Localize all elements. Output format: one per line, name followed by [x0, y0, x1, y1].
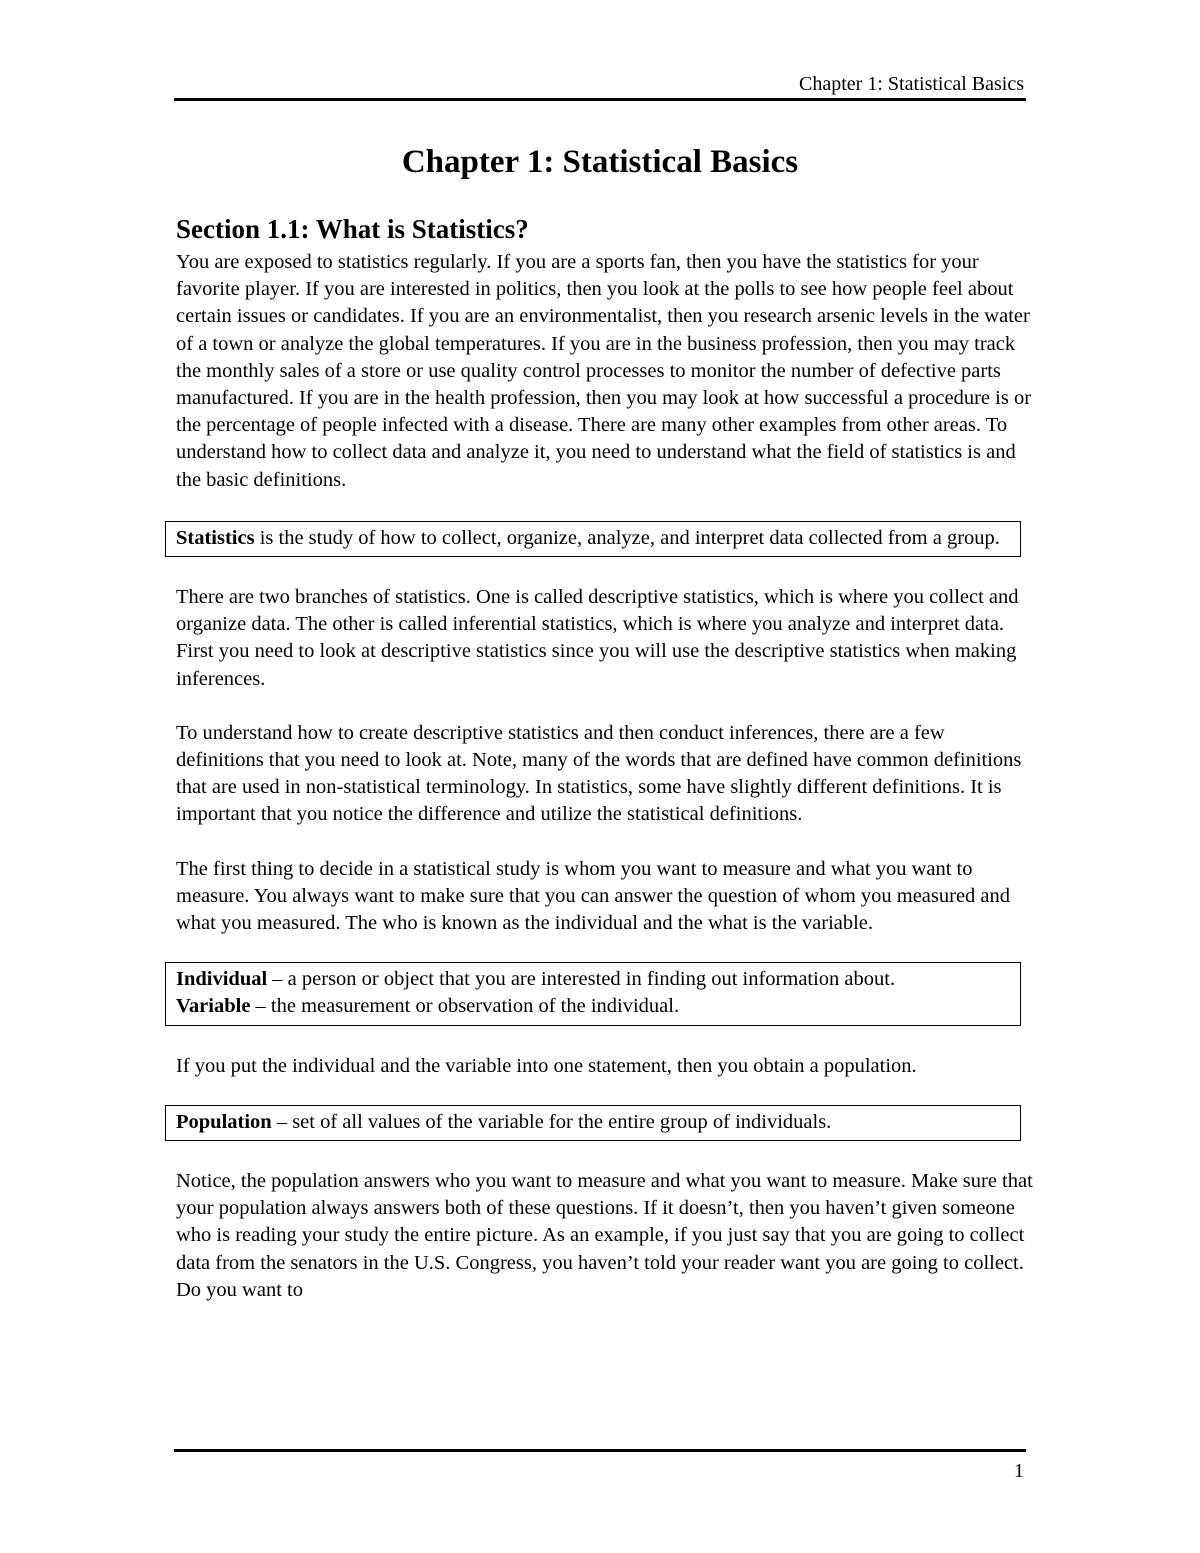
footer-rule — [174, 1449, 1026, 1452]
definition-box-population — [165, 1105, 1021, 1141]
paragraph-branches: There are two branches of statistics. One is called descriptive statistics, which is where you collect and organize data. The other is called inferential statistics, which is where you analyze and interpret data. First you need to look at descriptive statistics since you will use the descriptive statistics when making inferences. — [176, 586, 1019, 690]
paragraph-definitions: To understand how to create descriptive statistics and then conduct inferences, there are a few definitions that you need to look at. Note, many of the words that are defined have common definitions that are used in non-statistical terminology. In statistics, some have slightly different definitions. It is important that you notice the difference and utilize the statistical definitions. — [176, 721, 1022, 826]
paragraph-population-intro: If you put the individual and the variable into one statement, then you obtain a population. — [176, 1054, 917, 1077]
page-number: 1 — [1014, 1460, 1024, 1482]
definition-term: Population — [176, 1110, 272, 1133]
paragraph-first-thing: The first thing to decide in a statistical study is whom you want to measure and what you want to measure. You always want to make sure that you can answer the question of whom you measured and what you measured. The who is known as the individual and the what is the variable. — [176, 857, 1011, 935]
running-header: Chapter 1: Statistical Basics — [799, 73, 1024, 95]
definition-individual — [176, 966, 1010, 993]
definition-term: Individual — [176, 968, 268, 991]
definition-box-individual-variable — [165, 962, 1021, 1025]
definition-text: – the measurement or observation of the individual. — [250, 995, 680, 1018]
section-title: Section 1.1: What is Statistics? — [176, 214, 529, 244]
definition-text: – a person or object that you are interested in finding out information about. — [267, 968, 896, 991]
definition-term: Statistics — [176, 526, 255, 549]
definition-text: is the study of how to collect, organize, analyze, and interpret data collected from a group. — [254, 526, 1000, 549]
page-content — [176, 212, 1036, 1304]
definition-box-statistics — [165, 521, 1021, 557]
definition-term: Variable — [176, 995, 251, 1018]
definition-text: – set of all values of the variable for the entire group of individuals. — [271, 1110, 832, 1133]
header-rule — [174, 98, 1026, 101]
definition-variable — [176, 993, 1010, 1020]
chapter-title: Chapter 1: Statistical Basics — [401, 144, 799, 180]
paragraph-notice: Notice, the population answers who you want to measure and what you want to measure. Make sure that your population always answers both of these questions. If it doesn’t, then you haven’t given someone who is reading your study the entire picture. As an example, if you just say that you are going to collect data from the senators in the U.S. Congress, you haven’t told your reader want you are going to collect. Do you want to — [176, 1170, 1033, 1301]
paragraph-intro: You are exposed to statistics regularly. If you are a sports fan, then you have the statistics for your favorite player. If you are interested in politics, then you look at the polls to see how people feel about certain issues or candidates. If you are an environmentalist, then you research arsenic levels in the water of a town or analyze the global temperatures. If you are in the business profession, then you may track the monthly sales of a store or use quality control processes to monitor the number of defective parts manufactured. If you are in the health profession, then you may look at how successful a procedure is or the percentage of people infected with a disease. There are many other examples from other areas. To understand how to collect data and analyze it, you need to understand what the field of statistics is and the basic definitions. — [176, 251, 1032, 491]
